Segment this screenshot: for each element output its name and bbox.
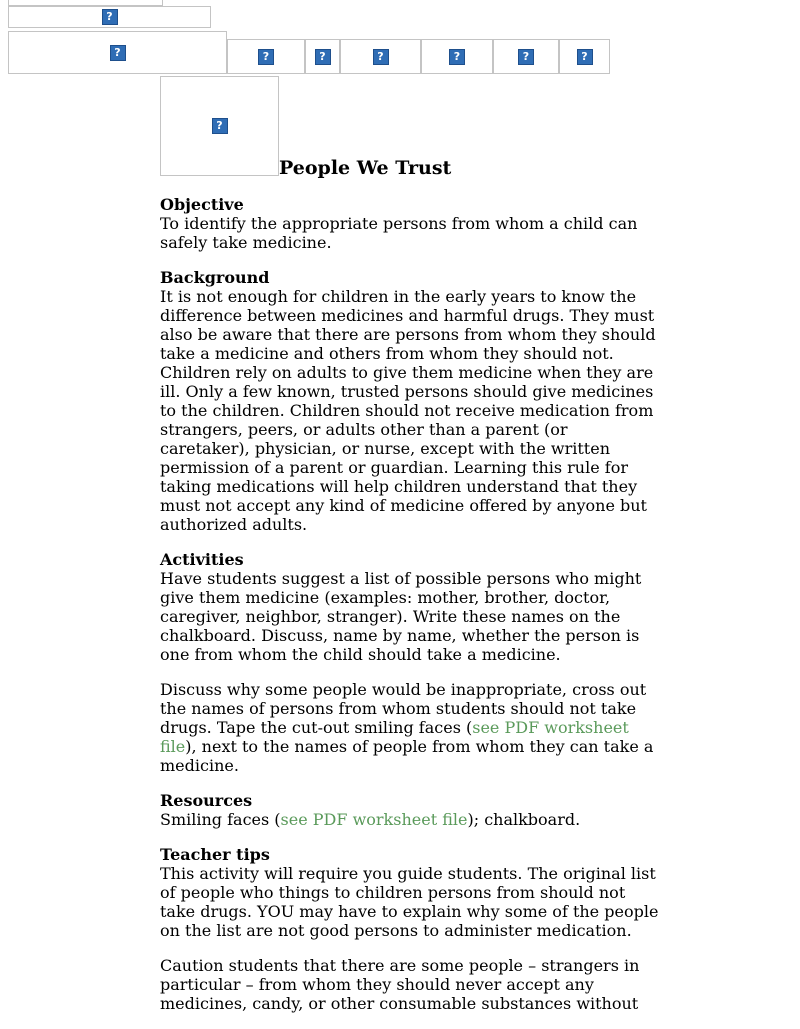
nav-tab-image-4[interactable] <box>421 39 493 74</box>
broken-image-icon <box>449 49 465 65</box>
resources-text <box>160 810 660 829</box>
nav-tab-image-5[interactable] <box>493 39 559 74</box>
broken-image-icon <box>258 49 274 65</box>
top-image-2[interactable] <box>8 6 211 28</box>
broken-image-icon <box>102 9 118 25</box>
broken-image-icon <box>518 49 534 65</box>
teacher-tips-text-2: Caution students that there are some people – strangers in particular – from whom they should never accept any medicines, candy, or other consumable substances without <box>160 956 640 1013</box>
teacher-tips-heading: Teacher tips <box>160 845 270 864</box>
resources-heading: Resources <box>160 791 253 810</box>
page-title: People We Trust <box>279 157 452 179</box>
teacher-tips-text-1: This activity will require you guide students. The original list of people who things to children persons from should not take drugs. YOU may have to explain why some of the people on the list are not good persons to administer medication. <box>160 864 659 940</box>
broken-image-icon <box>212 118 228 134</box>
nav-banner-image[interactable] <box>8 31 227 74</box>
nav-tab-image-6[interactable] <box>559 39 610 74</box>
activities-text-2-end: ), next to the names of people from whom they can take a medicine. <box>160 737 654 775</box>
background-heading: Background <box>160 268 270 287</box>
broken-image-icon <box>577 49 593 65</box>
lesson-header <box>160 76 660 179</box>
broken-image-icon <box>110 45 126 61</box>
nav-tab-image-1[interactable] <box>227 39 305 74</box>
activities-text-2 <box>160 680 660 775</box>
activities-text-2-start: Discuss why some people would be inappropriate, cross out the names of persons from whom students should not take drugs. Tape the cut-out smiling faces ( <box>160 680 647 737</box>
lesson-logo-image <box>160 76 279 176</box>
activities-heading: Activities <box>160 550 244 569</box>
nav-tab-image-2[interactable] <box>305 39 340 74</box>
resources-text-end: ); chalkboard. <box>467 810 581 829</box>
objective-heading: Objective <box>160 195 244 214</box>
broken-image-icon <box>315 49 331 65</box>
lesson-content <box>160 76 660 1029</box>
nav-tab-image-3[interactable] <box>340 39 421 74</box>
objective-text: To identify the appropriate persons from whom a child can safely take medicine. <box>160 214 638 252</box>
resources-text-start: Smiling faces ( <box>160 810 281 829</box>
activities-text-1: Have students suggest a list of possible persons who might give them medicine (examples: mother, brother, doctor, caregiver, neighbor, stranger). Write these names on the chalkboard. Discuss, name by name, whether the person is one from whom the child should take a medicine. <box>160 569 642 664</box>
broken-image-icon <box>373 49 389 65</box>
worksheet-link[interactable]: see PDF worksheet file <box>160 718 629 756</box>
worksheet-link[interactable]: see PDF worksheet file <box>280 810 468 829</box>
background-text: It is not enough for children in the early years to know the difference between medicines and harmful drugs. They must also be aware that there are persons from whom they should take a medicine and others from whom they should not. Children rely on adults to give them medicine when they are ill. Only a few known, trusted persons should give medicines to the children. Children should not receive medication from strangers, peers, or adults other than a parent (or caretaker), physician, or nurse, except with the written permission of a parent or guardian. Learning this rule for taking medications will help children understand that they must not accept any kind of medicine offered by anyone but authorized adults. <box>160 287 656 534</box>
